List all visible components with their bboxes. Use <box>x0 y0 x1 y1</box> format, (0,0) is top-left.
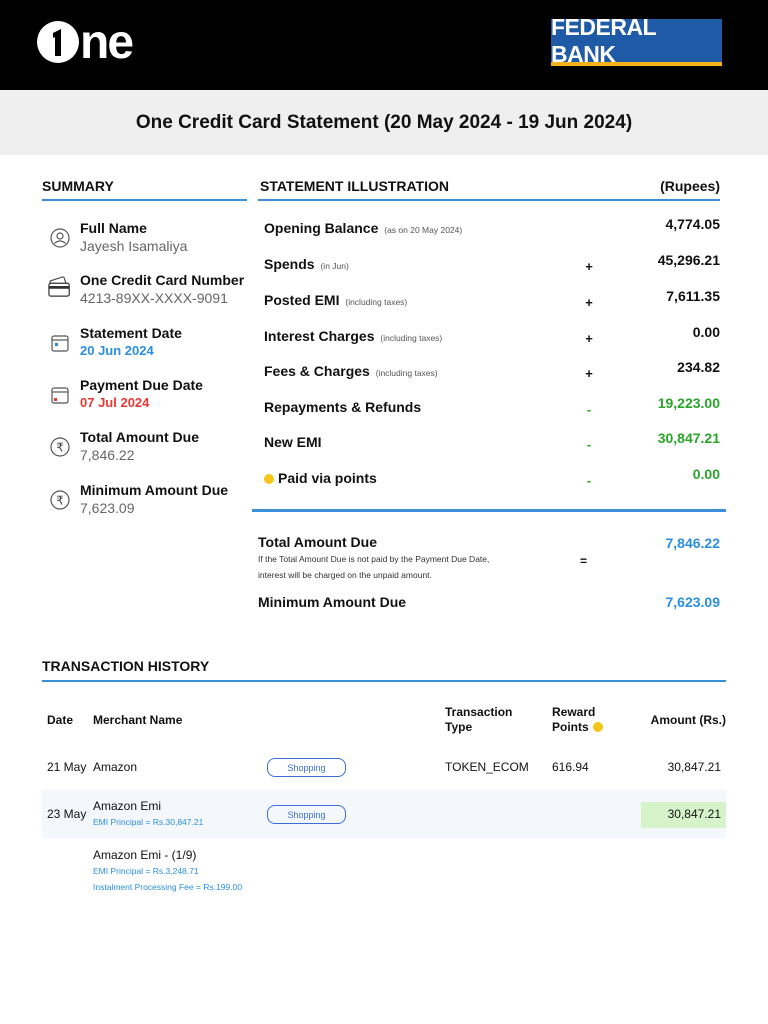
calendar-alert-icon <box>48 383 72 407</box>
col-date: Date <box>47 713 74 727</box>
summary-value: 07 Jul 2024 <box>80 395 150 410</box>
txn-sub-detail: EMI Principal = Rs.3,248.71 <box>93 866 199 876</box>
summary-value: 7,846.22 <box>80 447 135 463</box>
category-chip: Shopping <box>267 805 346 824</box>
row-label: Posted EMI <box>264 292 340 308</box>
row-value: 0.00 <box>692 324 720 340</box>
txn-amount: 30,847.21 <box>667 807 721 821</box>
summary-label: Minimum Amount Due <box>80 482 229 498</box>
txn-points: 616.94 <box>552 760 589 774</box>
summary-minimum-due <box>42 482 247 526</box>
row-value: 0.00 <box>692 466 720 482</box>
summary-label: Full Name <box>80 220 147 236</box>
illustration-row <box>264 252 720 276</box>
illustration-row <box>264 324 720 348</box>
coin-icon <box>264 474 274 484</box>
row-label: New EMI <box>264 434 322 450</box>
minimum-due-label: Minimum Amount Due <box>258 594 407 610</box>
summary-full-name <box>42 220 247 264</box>
page-title-bar <box>0 90 768 155</box>
row-value: 45,296.21 <box>657 252 720 268</box>
svg-text:₹: ₹ <box>56 440 64 455</box>
col-transaction-type: Transaction Type <box>445 705 513 734</box>
col-merchant: Merchant Name <box>93 713 183 727</box>
table-row-highlight <box>42 790 726 838</box>
txn-merchant: Amazon Emi <box>93 799 162 813</box>
row-value: 4,774.05 <box>665 216 720 232</box>
category-chip: Shopping <box>267 758 346 777</box>
row-note: (including taxes) <box>375 368 438 378</box>
row-note: (as on 20 May 2024) <box>384 225 463 235</box>
row-operator: - <box>586 473 592 488</box>
row-label: Fees & Charges <box>264 363 370 379</box>
total-due-note: If the Total Amount Due is not paid by the Payment Due Date, interest will be charged on the unpaid amount. <box>258 554 490 580</box>
txn-sub-detail: Instalment Processing Fee = Rs.199.00 <box>93 882 243 892</box>
summary-total-due <box>42 429 247 473</box>
illustration-row <box>264 216 720 240</box>
summary-value: 4213-89XX-XXXX-9091 <box>80 290 228 306</box>
row-operator: + <box>585 295 593 310</box>
row-label: Interest Charges <box>264 328 375 344</box>
col-reward-points: Reward Points <box>552 705 607 735</box>
svg-text:ne: ne <box>80 16 133 68</box>
rupee-icon <box>48 435 72 459</box>
one-logo <box>36 16 160 68</box>
svg-text:₹: ₹ <box>56 493 64 508</box>
illustration-row <box>264 359 720 383</box>
txn-sub-detail: EMI Principal = Rs.30,847.21 <box>93 817 204 827</box>
illustration-total-rule <box>252 509 726 512</box>
row-note: (including taxes) <box>345 297 408 307</box>
rupee-icon <box>48 488 72 512</box>
illustration-unit: (Rupees) <box>660 178 720 194</box>
row-label: Spends <box>264 256 315 272</box>
summary-label: One Credit Card Number <box>80 272 245 288</box>
txn-date: 21 May <box>47 760 87 774</box>
federal-bank-logo: FEDERAL BANK <box>551 19 722 66</box>
equals-sign: = <box>580 554 588 568</box>
row-note: (including taxes) <box>380 333 443 343</box>
row-operator: - <box>586 437 592 452</box>
summary-value: 7,623.09 <box>80 500 135 516</box>
illustration-rule <box>258 199 720 201</box>
transactions-heading: TRANSACTION HISTORY <box>42 658 210 674</box>
row-value: 7,611.35 <box>666 288 720 304</box>
illustration-row <box>264 430 720 454</box>
summary-heading: SUMMARY <box>42 178 114 194</box>
txn-amount: 30,847.21 <box>667 760 721 774</box>
summary-rule <box>42 199 247 201</box>
row-value: 234.82 <box>677 359 720 375</box>
txn-merchant: Amazon <box>93 760 138 774</box>
credit-card-icon <box>48 274 72 298</box>
total-due-value: 7,846.22 <box>665 535 720 551</box>
row-label: Repayments & Refunds <box>264 399 422 415</box>
summary-card-number <box>42 272 247 316</box>
row-value: 30,847.21 <box>657 430 720 446</box>
col-amount: Amount (Rs.) <box>650 713 726 727</box>
row-operator: + <box>585 259 593 274</box>
txn-type: TOKEN_ECOM <box>445 760 529 774</box>
summary-value: 20 Jun 2024 <box>80 343 154 358</box>
total-due-label: Total Amount Due <box>258 534 377 550</box>
illustration-row <box>264 466 720 490</box>
txn-date: 23 May <box>47 807 87 821</box>
summary-due-date <box>42 377 247 421</box>
illustration-heading: STATEMENT ILLUSTRATION <box>260 178 449 194</box>
summary-label: Payment Due Date <box>80 377 203 393</box>
row-note: (in Jun) <box>320 261 349 271</box>
row-operator: + <box>585 366 593 381</box>
transactions-rule <box>42 680 726 682</box>
row-operator: - <box>586 402 592 417</box>
illustration-row <box>264 288 720 312</box>
row-value: 19,223.00 <box>657 395 720 411</box>
illustration-row <box>264 395 720 419</box>
summary-statement-date <box>42 325 247 369</box>
page-title: One Credit Card Statement (20 May 2024 - 19 Jun 2024) <box>135 111 633 133</box>
summary-value: Jayesh Isamaliya <box>80 238 188 254</box>
summary-label: Statement Date <box>80 325 182 341</box>
calendar-icon <box>48 331 72 355</box>
summary-label: Total Amount Due <box>80 429 199 445</box>
minimum-due-value: 7,623.09 <box>665 594 720 610</box>
row-operator: + <box>585 331 593 346</box>
row-label: Opening Balance <box>264 220 379 236</box>
coin-icon <box>593 722 603 732</box>
user-icon <box>48 226 72 250</box>
header-bar <box>0 0 768 90</box>
txn-merchant: Amazon Emi - (1/9) <box>93 848 197 862</box>
row-label: Paid via points <box>278 470 377 486</box>
